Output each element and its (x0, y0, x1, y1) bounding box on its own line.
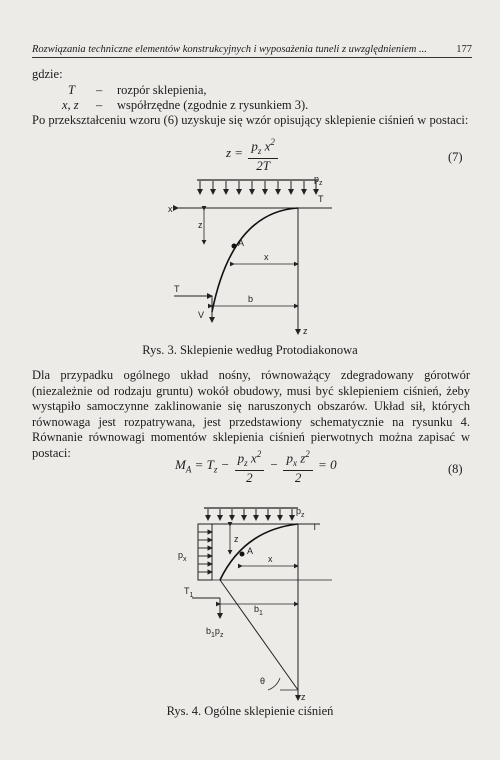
eq-denominator: 2 (294, 469, 302, 485)
pz-label: $p_z$ (296, 506, 305, 519)
eq-denominator: 2T (256, 157, 270, 173)
def-text: rozpór sklepienia, (117, 83, 207, 97)
t1-label: $T_1$ (184, 586, 194, 599)
b1pz-label: $b_1p_z$ (206, 626, 224, 639)
b-dim-label: b (248, 294, 254, 304)
def-text: współrzędne (zgodnie z rysunkiem 3). (117, 98, 309, 112)
z-axis-label: z (303, 326, 308, 336)
x-dim-label: x (268, 554, 273, 564)
point-a (232, 244, 237, 249)
def-symbol: T (68, 83, 75, 97)
eq-fraction (248, 135, 278, 173)
equation-number: (8) (448, 462, 463, 476)
point-a (240, 552, 245, 557)
z-axis-label: z (301, 692, 306, 702)
point-a-label: A (247, 546, 254, 556)
eq-fraction (235, 447, 265, 485)
eq-fraction (283, 447, 312, 485)
pressure-arch-curve (220, 524, 298, 580)
point-a-label: A (238, 238, 245, 248)
def-symbol: x, z (62, 98, 79, 112)
body-paragraph: Dla przypadku ogólnego układ nośny, równoważący zdegradowany górotwór (niezależnie od rodzaju gruntu) wokół obudowy, musi być sklepieniem ciśnień, żeby wystąpiło samoczynne zaklinowanie się naruszonych obszarów. Układ sił, których równowaga jest rozpatrywana, jest przedstawiony schematycznie na rysunku 4. Równanie równowagi momentów sklepienia ciśnień pierwotnych można zapisać w postaci: (32, 368, 470, 460)
equation-7 (226, 135, 280, 173)
px-label: $p_x$ (178, 550, 187, 563)
eq-denominator: 2 (246, 469, 253, 485)
equation-8: $M_A = T_z$ − $\frac{p_z x^2}{2}$ − $\frac{p_x z^2}{2}$ = 0 (175, 449, 337, 485)
where-label: gdzie: (32, 67, 63, 81)
def-dash: – (96, 83, 103, 97)
thrust-label: T (312, 522, 318, 532)
figure-3-caption: Rys. 3. Sklepienie według Protodiakonowa (142, 343, 358, 357)
z-dim-label: z (198, 220, 203, 230)
figure-4-caption: Rys. 4. Ogólne sklepienie ciśnień (166, 704, 334, 718)
thrust-label: T (318, 194, 324, 204)
running-header (32, 44, 472, 58)
eq-lhs: z = (226, 144, 244, 160)
running-title: Rozwiązania techniczne elementów konstrukcyjnych i wyposażenia tuneli z uwzględnieniem ... (32, 44, 427, 55)
x-dim-label: x (264, 252, 269, 262)
equation-number: (7) (448, 150, 463, 164)
eq-numerator: $p_z$ $x^2$ (248, 135, 278, 159)
def-dash: – (96, 98, 103, 112)
figure-4-diagram (160, 500, 350, 706)
figure-3-diagram (160, 172, 340, 344)
eq-numerator: $p_z$ $x^2$ (235, 447, 265, 471)
b1-dim-label: $b_1$ (254, 604, 263, 617)
pressure-arch-curve (212, 208, 298, 312)
pz-label: $p_z$ (314, 174, 323, 187)
theta-label: θ (260, 676, 266, 686)
eq-numerator: $p_x$ $z^2$ (283, 447, 312, 471)
slip-line (220, 580, 298, 690)
x-axis-label: x (168, 204, 173, 214)
page-number: 177 (456, 44, 472, 55)
thrust-left-label: T (174, 284, 180, 294)
intro-sentence: Po przekształceniu wzoru (6) uzyskuje się wzór opisujący sklepienie ciśnień w postaci: (32, 113, 469, 127)
v-label: V (198, 310, 205, 320)
z-dim-label: z (234, 534, 239, 544)
